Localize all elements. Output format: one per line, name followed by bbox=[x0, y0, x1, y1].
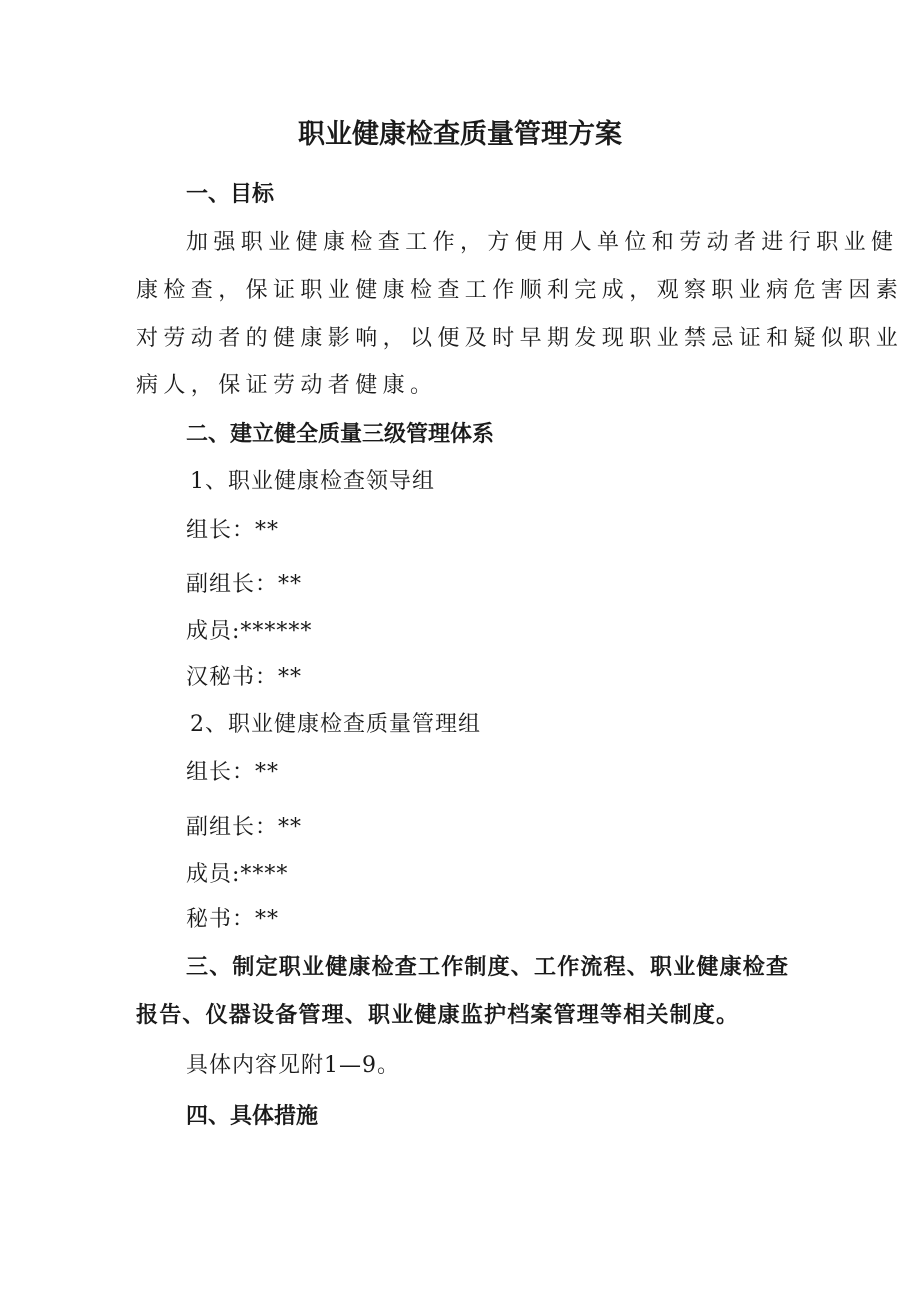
group-1-leader: 组长：** bbox=[186, 518, 280, 543]
section-1-paragraph-line: 康检查，保证职业健康检查工作顺利完成，观察职业病危害因素 bbox=[136, 278, 904, 303]
group-2-members: 成员:**** bbox=[186, 862, 289, 887]
group-1-members: 成员:****** bbox=[186, 619, 313, 644]
group-1-deputy: 副组长：** bbox=[186, 572, 303, 597]
section-3-note: 具体内容见附1—9。 bbox=[186, 1053, 400, 1078]
section-3-heading-line: 三、制定职业健康检查工作制度、工作流程、职业健康检查 bbox=[186, 955, 790, 980]
section-1-heading: 一、目标 bbox=[186, 182, 275, 207]
group-1-secretary: 汉秘书：** bbox=[186, 665, 303, 690]
section-1-paragraph-line: 对劳动者的健康影响，以便及时早期发现职业禁忌证和疑似职业 bbox=[136, 326, 904, 351]
section-1-paragraph-line: 加强职业健康检查工作，方便用人单位和劳动者进行职业健 bbox=[186, 230, 899, 255]
document-title: 职业健康检查质量管理方案 bbox=[298, 119, 622, 150]
section-1-paragraph-line: 病人，保证劳动者健康。 bbox=[136, 373, 438, 398]
group-2-leader: 组长：** bbox=[186, 760, 280, 785]
group-1-title: 1、职业健康检查领导组 bbox=[190, 469, 435, 494]
group-2-deputy: 副组长：** bbox=[186, 815, 303, 840]
group-2-title: 2、职业健康检查质量管理组 bbox=[190, 712, 481, 737]
section-4-heading: 四、具体措施 bbox=[186, 1104, 319, 1129]
section-3-heading-line: 报告、仪器设备管理、职业健康监护档案管理等相关制度。 bbox=[136, 1003, 740, 1028]
group-2-secretary: 秘书：** bbox=[186, 907, 280, 932]
section-2-heading: 二、建立健全质量三级管理体系 bbox=[186, 422, 495, 447]
